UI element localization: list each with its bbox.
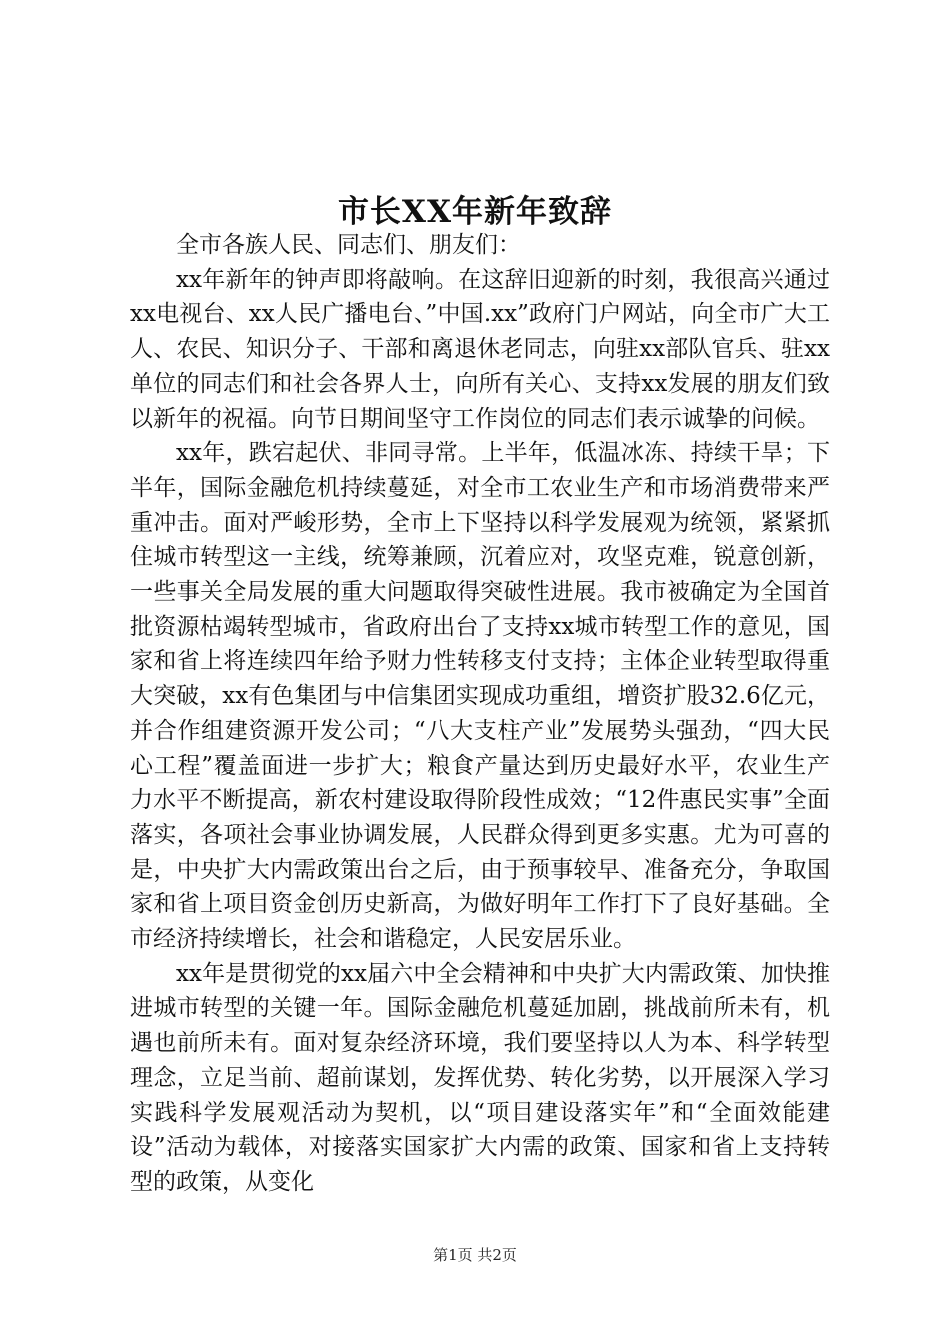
paragraph: xx年是贯彻党的xx届六中全会精神和中央扩大内需政策、加快推进城市转型的关键一年。国际金融危机蔓延加剧，挑战前所未有，机遇也前所未有。面对复杂经济环境，我们要坚持以人为本、科学转型理念，立足当前、超前谋划，发挥优势、转化劣势，以开展深入学习实践科学发展观活动为契机，以“项目建设落实年”和“全面效能建设”活动为载体，对接落实国家扩大内需的政策、国家和省上支持转型的政策，从变化 xyxy=(130,960,830,1195)
salutation: 全市各族人民、同志们、朋友们： xyxy=(176,232,521,258)
paragraph: xx年，跌宕起伏、非同寻常。上半年，低温冰冻、持续干旱；下半年，国际金融危机持续蔓延，对全市工农业生产和市场消费带来严重冲击。面对严峻形势，全市上下坚持以科学发展观为统领，紧紧抓住城市转型这一主线，统筹兼顾，沉着应对，攻坚克难，锐意创新，一些事关全局发展的重大问题取得突破性进展。我市被确定为全国首批资源枯竭转型城市，省政府出台了支持xx城市转型工作的意见，国家和省上将连续四年给予财力性转移支付支持；主体企业转型取得重大突破，xx有色集团与中信集团实现成功重组，增资扩股32.6亿元，并合作组建资源开发公司；“八大支柱产业”发展势头强劲，“四大民心工程”覆盖面进一步扩大；粮食产量达到历史最好水平，农业生产力水平不断提高，新农村建设取得阶段性成效；“12件惠民实事”全面落实，各项社会事业协调发展，人民群众得到更多实惠。尤为可喜的是，中央扩大内需政策出台之后，由于预事较早、准备充分，争取国家和省上项目资金创历史新高，为做好明年工作打下了良好基础。全市经济持续增长，社会和谐稳定，人民安居乐业。 xyxy=(130,440,830,953)
paragraph: xx年新年的钟声即将敲响。在这辞旧迎新的时刻，我很高兴通过xx电视台、xx人民广播电台、”中国.xx”政府门户网站，向全市广大工人、农民、知识分子、干部和离退休老同志，向驻xx部队官兵、驻xx单位的同志们和社会各界人士，向所有关心、支持xx发展的朋友们致以新年的祝福。向节日期间坚守工作岗位的同志们表示诚挚的问候。 xyxy=(130,266,830,432)
page-footer: 第1页 共2页 xyxy=(433,1246,517,1264)
document-title: 市长XX年新年致辞 xyxy=(337,194,613,230)
document-body xyxy=(130,228,830,1200)
